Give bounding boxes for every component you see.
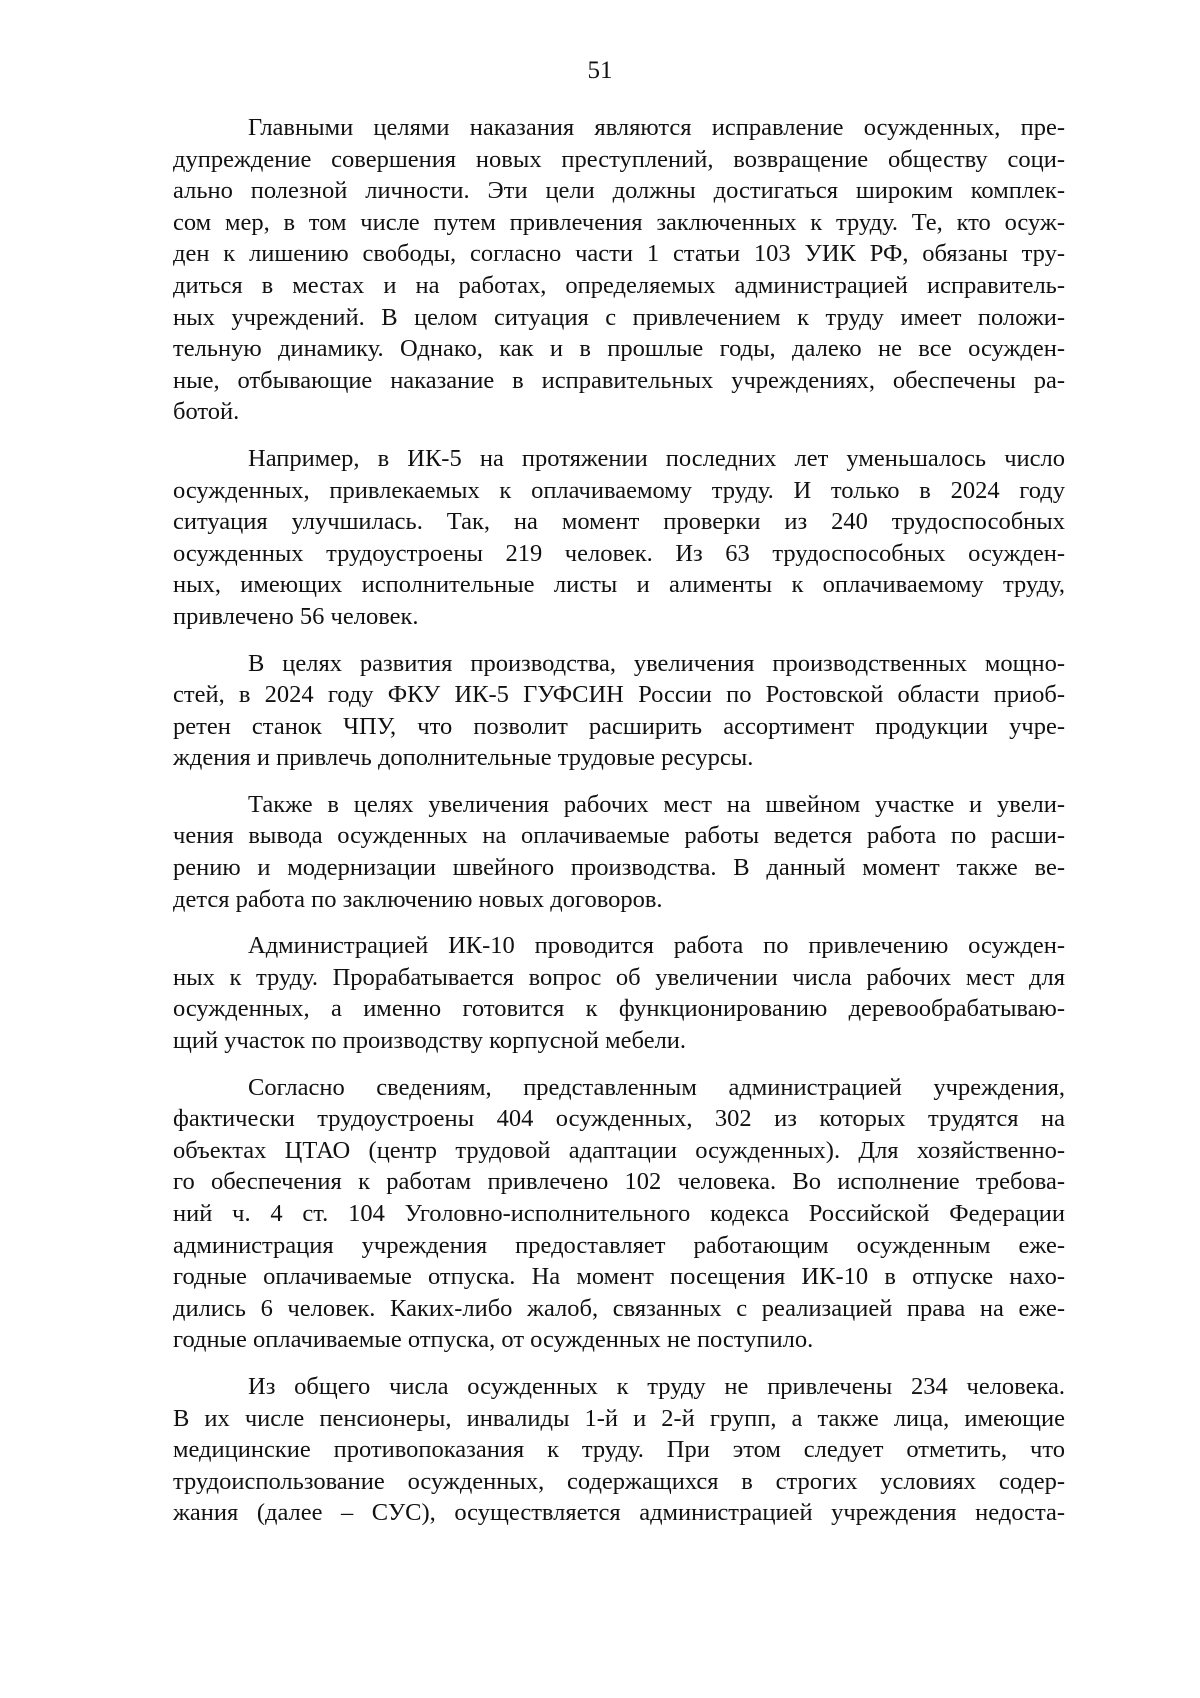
text-line: ден к лишению свободы, согласно части 1 статьи 103 УИК РФ, обязаны тру- bbox=[173, 240, 1065, 268]
paragraph bbox=[173, 930, 1065, 1056]
paragraph bbox=[173, 1072, 1065, 1356]
text-line: ных учреждений. В целом ситуация с привлечением к труду имеет положи- bbox=[173, 303, 1065, 331]
text-line: ждения и привлечь дополнительные трудовые ресурсы. bbox=[173, 744, 754, 772]
text-line: В целях развития производства, увеличения производственных мощно- bbox=[248, 649, 1065, 677]
text-line: годные оплачиваемые отпуска, от осужденных не поступило. bbox=[173, 1326, 814, 1354]
text-line: Главными целями наказания являются исправление осужденных, пре- bbox=[248, 114, 1065, 141]
text-line: щий участок по производству корпусной мебели. bbox=[173, 1027, 687, 1055]
text-line: ний ч. 4 ст. 104 Уголовно-исполнительного кодекса Российской Федерации bbox=[173, 1200, 1065, 1227]
text-line: ально полезной личности. Эти цели должны достигаться широким комплек- bbox=[173, 177, 1065, 205]
text-line: администрация учреждения предоставляет работающим осужденным еже- bbox=[173, 1231, 1065, 1259]
text-line: В их числе пенсионеры, инвалиды 1-й и 2-й групп, а также лица, имеющие bbox=[173, 1404, 1065, 1432]
text-line: осужденных трудоустроены 219 человек. Из 63 трудоспособных осужден- bbox=[173, 539, 1065, 567]
text-line: Администрацией ИК-10 проводится работа по привлечению осужден- bbox=[248, 932, 1065, 960]
paragraph bbox=[173, 443, 1065, 633]
text-line: Из общего числа осужденных к труду не привлечены 234 человека. bbox=[248, 1372, 1065, 1400]
text-line: ситуация улучшилась. Так, на момент проверки из 240 трудоспособных bbox=[173, 508, 1065, 536]
text-line: го обеспечения к работам привлечено 102 человека. Во исполнение требова- bbox=[173, 1168, 1065, 1196]
text-line: жания (далее – СУС), осуществляется администрацией учреждения недоста- bbox=[173, 1499, 1065, 1527]
text-line: дется работа по заключению новых договоров. bbox=[173, 885, 663, 913]
text-line: ботой. bbox=[173, 398, 240, 426]
text-line: осужденных, а именно готовится к функционированию деревообрабатываю- bbox=[173, 995, 1065, 1023]
text-line: объектах ЦТАО (центр трудовой адаптации осужденных). Для хозяйственно- bbox=[173, 1136, 1065, 1164]
text-line: осужденных, привлекаемых к оплачиваемому труду. И только в 2024 году bbox=[173, 476, 1065, 504]
text-line: Например, в ИК-5 на протяжении последних лет уменьшалось число bbox=[248, 444, 1065, 472]
text-line: ные, отбывающие наказание в исправительных учреждениях, обеспечены ра- bbox=[173, 366, 1065, 394]
text-line: диться в местах и на работах, определяемых администрацией исправитель- bbox=[173, 271, 1065, 299]
paragraph bbox=[173, 112, 1065, 428]
text-line: рению и модернизации швейного производства. В данный момент также ве- bbox=[173, 854, 1065, 882]
text-line: ретен станок ЧПУ, что позволит расширить ассортимент продукции учре- bbox=[173, 712, 1065, 740]
text-line: чения вывода осужденных на оплачиваемые работы ведется работа по расши- bbox=[173, 822, 1065, 850]
text-line: медицинские противопоказания к труду. При этом следует отметить, что bbox=[173, 1436, 1065, 1464]
text-line: ных, имеющих исполнительные листы и алименты к оплачиваемому труду, bbox=[173, 571, 1065, 599]
paragraph bbox=[173, 648, 1065, 774]
text-line: тельную динамику. Однако, как и в прошлые годы, далеко не все осужден- bbox=[173, 335, 1065, 363]
text-line: стей, в 2024 году ФКУ ИК-5 ГУФСИН России по Ростовской области приоб- bbox=[173, 681, 1065, 709]
text-line: ных к труду. Прорабатывается вопрос об увеличении числа рабочих мест для bbox=[173, 963, 1065, 991]
text-line: фактически трудоустроены 404 осужденных, 302 из которых трудятся на bbox=[173, 1105, 1065, 1133]
text-line: Согласно сведениям, представленным администрацией учреждения, bbox=[248, 1073, 1065, 1101]
text-line: привлечено 56 человек. bbox=[173, 602, 419, 630]
text-line: Также в целях увеличения рабочих мест на швейном участке и увели- bbox=[248, 790, 1065, 818]
page-number: 51 bbox=[587, 57, 613, 84]
text-line: сом мер, в том числе путем привлечения заключенных к труду. Те, кто осуж- bbox=[173, 208, 1065, 236]
paragraph bbox=[173, 1371, 1065, 1529]
paragraph bbox=[173, 789, 1065, 915]
body-text bbox=[173, 112, 1065, 1544]
text-line: дились 6 человек. Каких-либо жалоб, связанных с реализацией права на еже- bbox=[173, 1294, 1065, 1322]
text-line: годные оплачиваемые отпуска. На момент посещения ИК-10 в отпуске нахо- bbox=[173, 1263, 1065, 1291]
text-line: дупреждение совершения новых преступлений, возвращение обществу соци- bbox=[173, 145, 1065, 173]
text-line: трудоиспользование осужденных, содержащихся в строгих условиях содер- bbox=[173, 1467, 1065, 1495]
